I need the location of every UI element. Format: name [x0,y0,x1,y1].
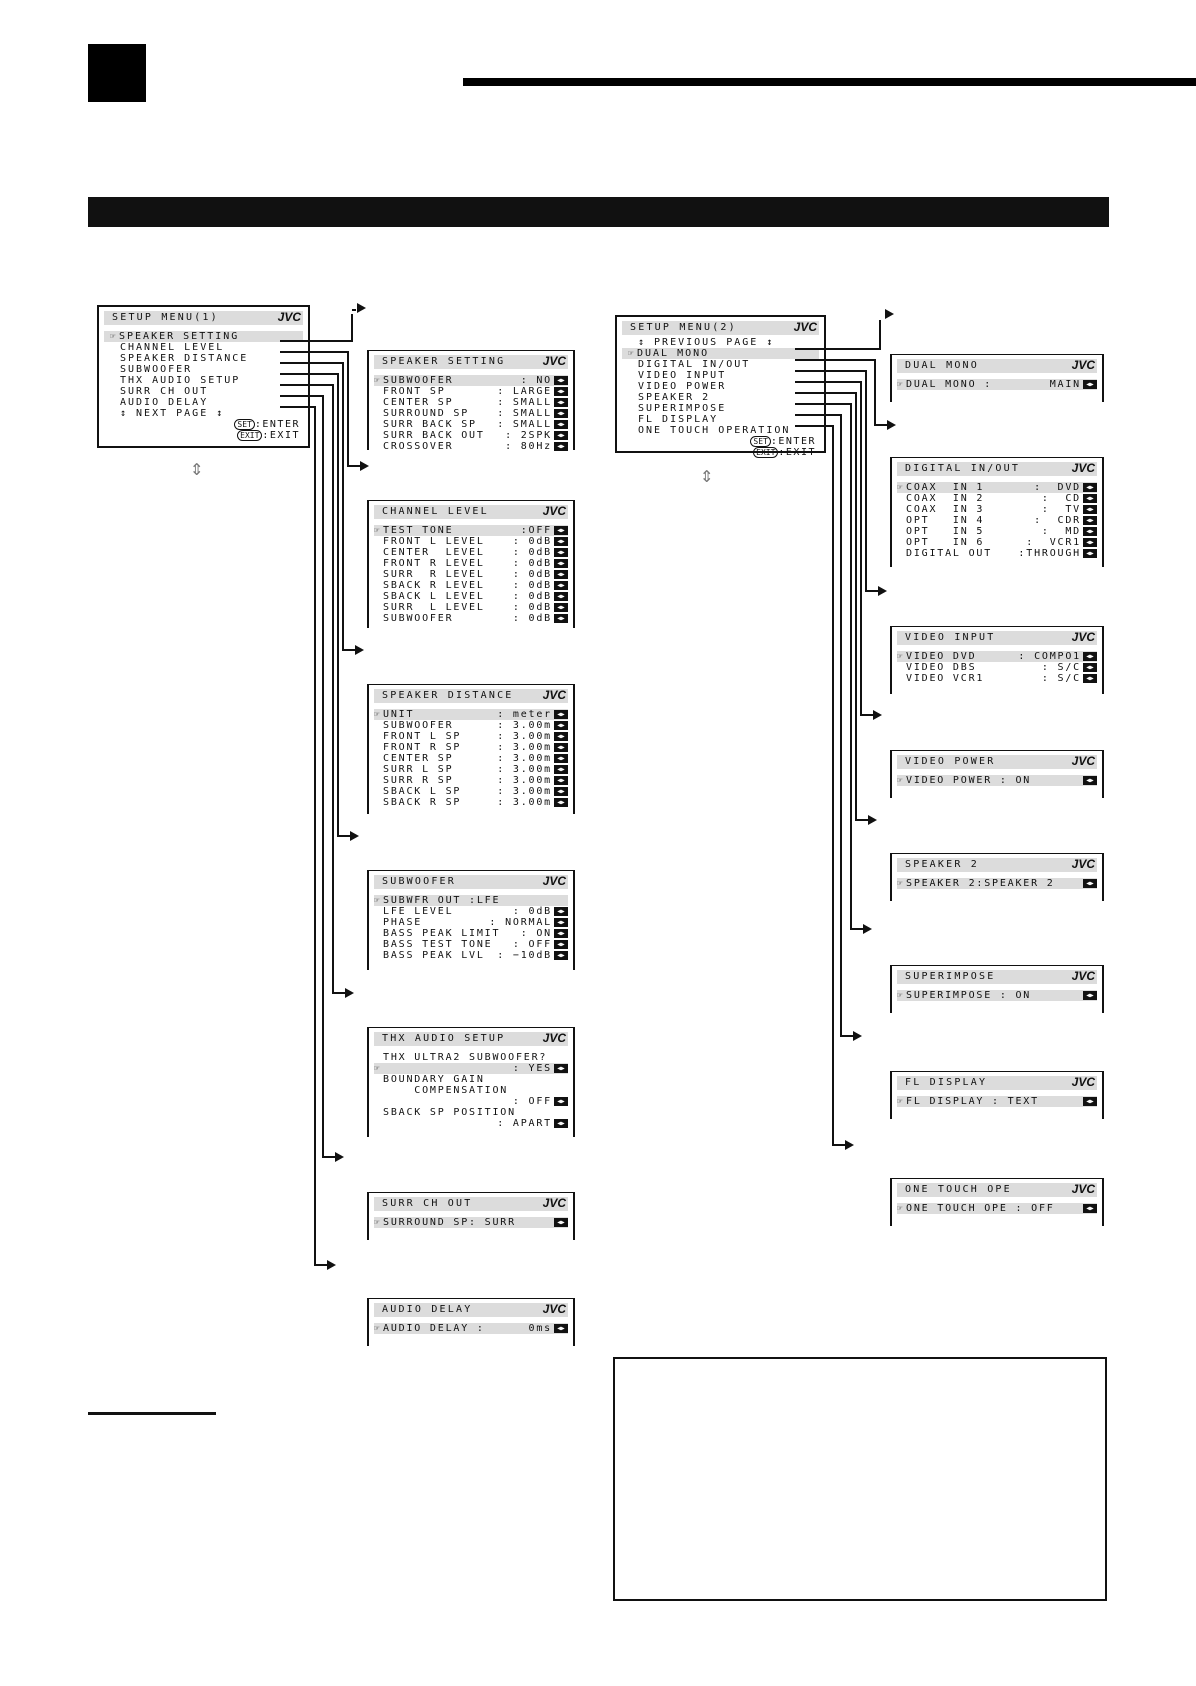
setting-label: DIGITAL OUT [906,548,993,559]
setting-label: SBACK R SP [383,797,462,808]
setting-label: LFE LEVEL [383,906,454,917]
menu-item-label: DIGITAL IN/OUT [638,359,751,370]
setting-label: BOUNDARY GAIN [383,1074,485,1085]
left-right-arrows-icon[interactable]: ◀▶ [554,592,568,601]
setting-label: FRONT L SP [383,731,462,742]
setting-label: VIDEO VCR1 [906,673,985,684]
jvc-logo: JVC [1071,1075,1095,1089]
panel-title: SPEAKER DISTANCE [382,690,514,701]
panel-title: VIDEO POWER [905,756,996,767]
left-right-arrows-icon[interactable]: ◀▶ [554,1218,568,1227]
setting-value: : 3.00m [497,753,552,764]
setting-value: : 0dB [512,906,552,917]
setting-value: : NO [520,375,552,386]
setting-value: : 0dB [512,536,552,547]
setting-label: SUBWOOFER [383,720,454,731]
setting-value: : 0dB [512,602,552,613]
panel-title: VIDEO INPUT [905,632,996,643]
setting-value: : 3.00m [497,775,552,786]
left-right-arrows-icon[interactable]: ◀▶ [554,431,568,440]
arrowhead-icon [887,420,896,430]
left-right-arrows-icon[interactable]: ◀▶ [1083,674,1097,683]
pointer-hand-icon: ☞ [374,1218,380,1228]
setting-label: COMPENSATION [383,1085,509,1096]
setting-value: : LARGE [497,386,552,397]
left-right-arrows-icon[interactable]: ◀▶ [554,721,568,730]
menu-item-label: ONE TOUCH OPERATION [638,425,791,436]
setting-label: THX ULTRA2 SUBWOOFER? [383,1052,548,1063]
arrowhead-icon [335,1152,344,1162]
left-right-arrows-icon[interactable]: ◀▶ [1083,380,1097,389]
arrowhead-icon [355,645,364,655]
left-right-arrows-icon[interactable]: ◀▶ [1083,494,1097,503]
setting-value: : MD [1041,526,1081,537]
panel-title: SETUP MENU(1) [112,312,219,323]
left-right-arrows-icon[interactable]: ◀▶ [1083,1097,1097,1106]
left-right-arrows-icon[interactable]: ◀▶ [554,1119,568,1128]
left-right-arrows-icon[interactable]: ◀▶ [554,442,568,451]
left-right-arrows-icon[interactable]: ◀▶ [554,420,568,429]
setting-label: SURROUND SP: SURR [383,1217,516,1228]
connector-line [280,407,327,1265]
jvc-logo: JVC [1071,630,1095,644]
setting-value: : 3.00m [497,786,552,797]
arrowhead-icon [357,303,366,313]
setting-value: : 3.00m [497,764,552,775]
setting-value: : S/C [1041,662,1081,673]
menu-item-label: SUBWOOFER [120,364,193,375]
jvc-logo: JVC [793,320,817,334]
setting-label: SURR R LEVEL [383,569,485,580]
panel-title: SPEAKER 2 [905,859,979,870]
setting-value: : 0dB [512,613,552,624]
menu-item-label: SUPERIMPOSE [638,403,727,414]
panel-title: SUPERIMPOSE [905,971,996,982]
setting-value: : 80Hz [505,441,552,452]
exit-button-icon: EXIT [237,430,262,441]
setting-label: DUAL MONO : [906,379,993,390]
menu-item-label: ↕ NEXT PAGE ↕ [120,408,225,419]
setting-label: CENTER LEVEL [383,547,485,558]
setting-value: : meter [497,709,552,720]
exit-button-icon: EXIT [753,447,778,458]
left-right-arrows-icon[interactable]: ◀▶ [554,614,568,623]
menu-item-label: VIDEO INPUT [638,370,727,381]
setting-label: FRONT R SP [383,742,462,753]
panel-title: SETUP MENU(2) [630,322,737,333]
left-right-arrows-icon[interactable]: ◀▶ [554,398,568,407]
panel-title: SUBWOOFER [382,876,456,887]
enter-label: :ENTER [254,419,300,430]
setting-label: VIDEO POWER : ON [906,775,1032,786]
menu-item-label: SURR CH OUT [120,386,209,397]
setting-label: SURR R SP [383,775,454,786]
connector-line [795,320,880,349]
left-right-arrows-icon[interactable]: ◀▶ [554,581,568,590]
jvc-logo: JVC [542,1302,566,1316]
setting-label: AUDIO DELAY : [383,1323,485,1334]
setting-label: SURR BACK OUT [383,430,485,441]
menu-item-label: SPEAKER DISTANCE [120,353,249,364]
setting-value: 0ms [528,1323,552,1334]
setting-label: FRONT SP [383,386,446,397]
arrowhead-icon [345,988,354,998]
arrowhead-icon [873,710,882,720]
menu-item-label: AUDIO DELAY [120,397,209,408]
pointer-hand-icon: ☞ [374,896,380,906]
setting-value: : S/C [1041,673,1081,684]
setting-label: VIDEO DBS [906,662,977,673]
left-right-arrows-icon[interactable]: ◀▶ [1083,652,1097,661]
setting-value: : CD [1041,493,1081,504]
connector-line [280,396,335,1157]
left-right-arrows-icon[interactable]: ◀▶ [554,940,568,949]
panel-title: CHANNEL LEVEL [382,506,489,517]
connector-line [795,393,868,820]
left-right-arrows-icon[interactable]: ◀▶ [1083,483,1097,492]
left-right-arrows-icon[interactable]: ◀▶ [554,907,568,916]
setting-label: SPEAKER 2:SPEAKER 2 [906,878,1055,889]
connector-line [795,415,853,1036]
connector-line [280,314,352,341]
left-right-arrows-icon[interactable]: ◀▶ [554,743,568,752]
left-right-arrows-icon[interactable]: ◀▶ [1083,879,1097,888]
arrowhead-icon [878,586,887,596]
setting-label: SBACK SP POSITION [383,1107,516,1118]
left-right-arrows-icon[interactable]: ◀▶ [1083,776,1097,785]
setting-value: : DVD [1034,482,1081,493]
setting-value: : VCR1 [1026,537,1081,548]
jvc-logo: JVC [542,1031,566,1045]
pointer-hand-icon: ☞ [374,1324,380,1334]
setting-label: SBACK L LEVEL [383,591,485,602]
left-right-arrows-icon[interactable]: ◀▶ [554,798,568,807]
jvc-logo: JVC [1071,1182,1095,1196]
left-right-arrows-icon[interactable]: ◀▶ [554,548,568,557]
setting-label: COAX IN 2 [906,493,985,504]
pointer-hand-icon: ☞ [110,332,116,342]
menu-item-label: SPEAKER 2 [638,392,711,403]
setting-label: OPT IN 5 [906,526,985,537]
left-right-arrows-icon[interactable]: ◀▶ [554,387,568,396]
left-right-arrows-icon[interactable]: ◀▶ [554,951,568,960]
jvc-logo: JVC [1071,461,1095,475]
setting-value: : SMALL [497,397,552,408]
arrowhead-icon [868,815,877,825]
exit-label: :EXIT [262,430,300,441]
menu-item-label: FL DISPLAY [638,414,719,425]
setting-value: :THROUGH [1018,548,1081,559]
connector-line [280,385,345,993]
setting-label: FRONT R LEVEL [383,558,485,569]
setting-label: CENTER SP [383,753,454,764]
left-right-arrows-icon[interactable]: ◀▶ [554,765,568,774]
pointer-hand-icon: ☞ [897,879,903,889]
setting-value: :OFF [520,525,552,536]
setting-label: SBACK R LEVEL [383,580,485,591]
arrowhead-icon [327,1260,336,1270]
pointer-hand-icon: ☞ [374,376,380,386]
panel-title: AUDIO DELAY [382,1304,473,1315]
left-right-arrows-icon[interactable]: ◀▶ [554,754,568,763]
setting-label: SUBWFR OUT :LFE [383,895,501,906]
left-right-arrows-icon[interactable]: ◀▶ [554,1097,568,1106]
pointer-hand-icon: ☞ [897,1204,903,1214]
setting-value: : TV [1041,504,1081,515]
set-button-icon: SET [750,436,770,447]
setting-label: CROSSOVER [383,441,454,452]
setting-label: TEST TONE [383,525,454,536]
left-right-arrows-icon[interactable]: ◀▶ [554,787,568,796]
setting-label: PHASE [383,917,423,928]
arrowhead-icon [863,924,872,934]
menu-item-label: THX AUDIO SETUP [120,375,241,386]
setting-value: : 0dB [512,580,552,591]
left-right-arrows-icon[interactable]: ◀▶ [554,710,568,719]
pointer-hand-icon: ☞ [374,1064,380,1074]
setting-value: : SMALL [497,419,552,430]
left-right-arrows-icon[interactable]: ◀▶ [1083,538,1097,547]
jvc-logo: JVC [1071,969,1095,983]
setting-label: SURR L SP [383,764,454,775]
left-right-arrows-icon[interactable]: ◀▶ [1083,991,1097,1000]
setting-value: : 3.00m [497,742,552,753]
arrowhead-icon [845,1140,854,1150]
setting-value: : −10dB [497,950,552,961]
pointer-hand-icon: ☞ [897,991,903,1001]
jvc-logo: JVC [542,504,566,518]
enter-label: :ENTER [770,436,816,447]
left-right-arrows-icon[interactable]: ◀▶ [554,1064,568,1073]
pointer-hand-icon: ☞ [628,349,634,359]
left-right-arrows-icon[interactable]: ◀▶ [1083,549,1097,558]
left-right-arrows-icon[interactable]: ◀▶ [1083,527,1097,536]
pointer-hand-icon: ☞ [897,380,903,390]
panel-title: SURR CH OUT [382,1198,473,1209]
left-right-arrows-icon[interactable]: ◀▶ [1083,516,1097,525]
left-right-arrows-icon[interactable]: ◀▶ [554,1324,568,1333]
panel-title: THX AUDIO SETUP [382,1033,506,1044]
setting-value: : COMPO1 [1018,651,1081,662]
left-right-arrows-icon[interactable]: ◀▶ [1083,1204,1097,1213]
exit-label: :EXIT [778,447,816,458]
menu-item-label: CHANNEL LEVEL [120,342,225,353]
arrowhead-icon [350,831,359,841]
setting-value: MAIN [1049,379,1081,390]
jvc-logo: JVC [542,874,566,888]
panel-title: FL DISPLAY [905,1077,988,1088]
setting-label: BASS PEAK LVL [383,950,485,961]
jvc-logo: JVC [542,688,566,702]
setting-label: OPT IN 4 [906,515,985,526]
jvc-logo: JVC [277,310,301,324]
setting-label: SURROUND SP [383,408,470,419]
menu-item-label: SPEAKER SETTING [119,331,240,342]
setting-value: : 2SPK [505,430,552,441]
setting-value: : 3.00m [497,720,552,731]
menu-item-label: ↕ PREVIOUS PAGE ↕ [638,337,775,348]
setting-label: UNIT [383,709,415,720]
setting-label: COAX IN 3 [906,504,985,515]
connector-line [795,404,863,929]
setting-value: : SMALL [497,408,552,419]
left-right-arrows-icon[interactable]: ◀▶ [554,603,568,612]
left-right-arrows-icon[interactable]: ◀▶ [554,409,568,418]
arrowhead-icon [885,309,894,319]
arrowhead-icon [360,461,369,471]
pointer-hand-icon: ☞ [897,1097,903,1107]
connector-line [280,352,360,466]
jvc-logo: JVC [1071,358,1095,372]
setting-value: : 0dB [512,569,552,580]
pointer-hand-icon: ☞ [374,710,380,720]
pointer-hand-icon: ☞ [897,483,903,493]
setting-label: FL DISPLAY : TEXT [906,1096,1039,1107]
setting-value: : OFF [512,1096,552,1107]
setting-value: : APART [497,1118,552,1129]
setting-value: : 0dB [512,591,552,602]
setting-value: : NORMAL [489,917,552,928]
left-right-arrows-icon[interactable]: ◀▶ [1083,505,1097,514]
setting-label: CENTER SP [383,397,454,408]
left-right-arrows-icon[interactable]: ◀▶ [554,732,568,741]
left-right-arrows-icon[interactable]: ◀▶ [554,570,568,579]
setting-label: SUBWOOFER [383,613,454,624]
left-right-arrows-icon[interactable]: ◀▶ [554,559,568,568]
menu-item-label: DUAL MONO [637,348,710,359]
left-right-arrows-icon[interactable]: ◀▶ [554,929,568,938]
left-right-arrows-icon[interactable]: ◀▶ [554,776,568,785]
panel-title: DIGITAL IN/OUT [905,463,1021,474]
set-button-icon: SET [234,419,254,430]
left-right-arrows-icon[interactable]: ◀▶ [554,376,568,385]
pointer-hand-icon: ☞ [897,652,903,662]
panel-title: ONE TOUCH OPE [905,1184,1012,1195]
left-right-arrows-icon[interactable]: ◀▶ [554,526,568,535]
setting-label: OPT IN 6 [906,537,985,548]
page-toggle-arrow-icon: ⇕ [700,463,714,488]
setting-label: FRONT L LEVEL [383,536,485,547]
setting-label: SBACK L SP [383,786,462,797]
setting-label: SUPERIMPOSE : ON [906,990,1032,1001]
setting-label: BASS TEST TONE [383,939,493,950]
setting-label: COAX IN 1 [906,482,985,493]
panel-title: SPEAKER SETTING [382,356,506,367]
left-right-arrows-icon[interactable]: ◀▶ [554,918,568,927]
setting-label: SURR BACK SP [383,419,477,430]
setting-value: : 0dB [512,547,552,558]
setting-label: SURR L LEVEL [383,602,485,613]
jvc-logo: JVC [1071,857,1095,871]
setting-value: : CDR [1034,515,1081,526]
setting-value: : 0dB [512,558,552,569]
left-right-arrows-icon[interactable]: ◀▶ [1083,663,1097,672]
setting-value: : OFF [512,939,552,950]
jvc-logo: JVC [542,1196,566,1210]
arrowhead-icon [853,1031,862,1041]
connector-line [795,426,845,1145]
setting-label: BASS PEAK LIMIT [383,928,501,939]
menu-item-label: VIDEO POWER [638,381,727,392]
setting-label: SUBWOOFER [383,375,454,386]
setting-value: : 3.00m [497,731,552,742]
setting-value: : ON [520,928,552,939]
setting-value: : YES [512,1063,552,1074]
setting-label: ONE TOUCH OPE : OFF [906,1203,1055,1214]
pointer-hand-icon: ☞ [897,776,903,786]
setting-label: VIDEO DVD [906,651,977,662]
jvc-logo: JVC [1071,754,1095,768]
panel-title: DUAL MONO [905,360,979,371]
setting-value: : 3.00m [497,797,552,808]
pointer-hand-icon: ☞ [374,526,380,536]
jvc-logo: JVC [542,354,566,368]
left-right-arrows-icon[interactable]: ◀▶ [554,537,568,546]
page-toggle-arrow-icon: ⇕ [190,456,204,481]
